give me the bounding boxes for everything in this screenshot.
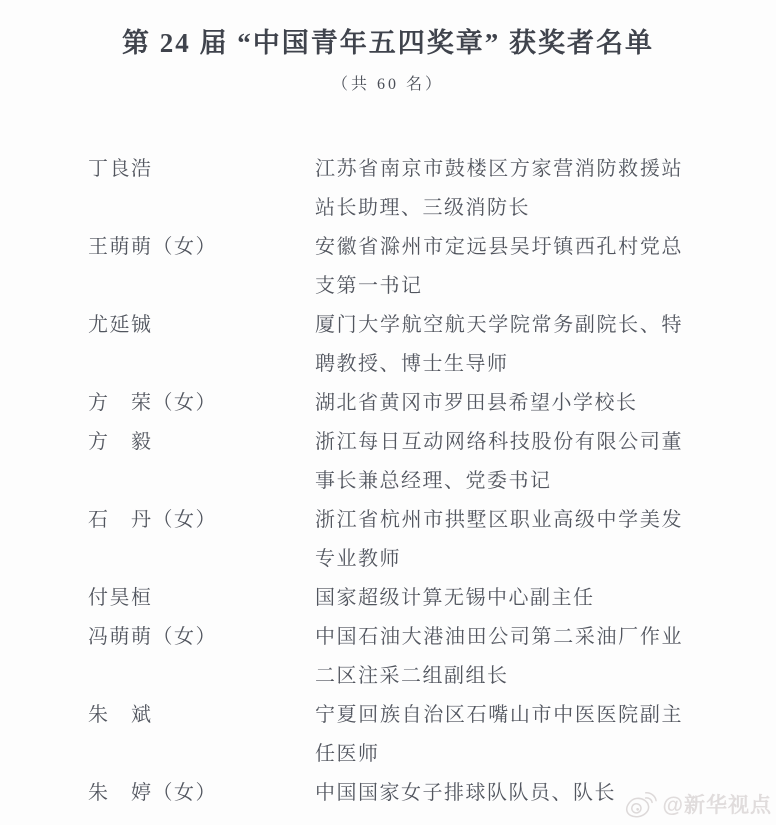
document-subtitle: （共 60 名） — [331, 76, 444, 93]
winner-row — [88, 150, 776, 228]
winner-name: 方 毅 — [88, 431, 153, 453]
winner-name: 丁良浩 — [88, 158, 153, 180]
winner-position: 厦门大学航空航天学院常务副院长、特聘教授、博士生导师 — [315, 314, 683, 375]
winner-row — [88, 306, 776, 384]
winner-name: 石 丹（女） — [88, 509, 217, 531]
winner-name: 尤延铖 — [88, 314, 153, 336]
winner-position: 浙江省杭州市拱墅区职业高级中学美发专业教师 — [315, 509, 683, 570]
winner-position: 中国石油大港油田公司第二采油厂作业二区注采二组副组长 — [315, 626, 683, 687]
winner-position: 安徽省滁州市定远县吴圩镇西孔村党总支第一书记 — [315, 236, 683, 297]
winner-position: 浙江每日互动网络科技股份有限公司董事长兼总经理、党委书记 — [315, 431, 683, 492]
winner-row — [88, 228, 776, 306]
winner-row — [88, 696, 776, 774]
winner-row — [88, 423, 776, 501]
winner-name: 冯萌萌（女） — [88, 626, 217, 648]
document-title: 第 24 届 “中国青年五四奖章” 获奖者名单 — [122, 28, 654, 58]
winner-position: 宁夏回族自治区石嘴山市中医医院副主任医师 — [315, 704, 683, 765]
winner-name: 王萌萌（女） — [88, 236, 217, 258]
winner-name: 付昊桓 — [88, 587, 153, 609]
winner-name: 方 荣（女） — [88, 392, 217, 414]
winner-position: 中国国家女子排球队队员、队长 — [315, 782, 616, 804]
winner-row — [88, 384, 776, 423]
weibo-logo-icon — [623, 788, 657, 819]
winner-list — [88, 150, 776, 813]
winner-position: 湖北省黄冈市罗田县希望小学校长 — [315, 392, 638, 414]
winner-name: 朱 婷（女） — [88, 782, 217, 804]
watermark-handle: @新华视点 — [662, 793, 772, 817]
winner-row — [88, 618, 776, 696]
watermark — [623, 788, 772, 819]
winner-name: 朱 斌 — [88, 704, 153, 726]
winner-row — [88, 579, 776, 618]
winner-row — [88, 501, 776, 579]
winner-position: 江苏省南京市鼓楼区方家营消防救援站站长助理、三级消防长 — [315, 158, 683, 219]
winner-position: 国家超级计算无锡中心副主任 — [315, 587, 595, 609]
